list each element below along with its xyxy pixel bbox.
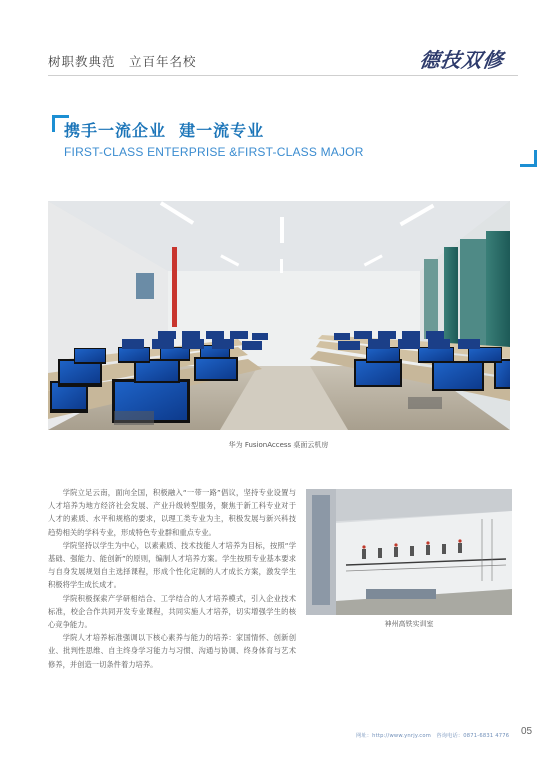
header-slogan: 树职教典范 立百年名校 <box>48 54 197 69</box>
main-photo-caption: 华为 FusionAccess 桌面云机房 <box>228 441 329 449</box>
section-title <box>64 118 364 159</box>
header-divider <box>48 75 518 76</box>
body-text <box>48 486 296 671</box>
paragraph: 学院积极探索产学研相结合、工学结合的人才培养模式，引入企业技术标准，校企合作共同开发专业课程，共同实施人才培养，切实增强学生的核心竞争能力。 <box>48 593 296 630</box>
side-photo-caption: 神州高铁实训室 <box>384 620 434 628</box>
page-number: 05 <box>521 726 533 737</box>
railway-training-room-photo <box>306 489 512 615</box>
paragraph: 学院人才培养标准强调以下核心素养与能力的培养：家国情怀、创新创业、批判性思维、自主终身学习能力与习惯、沟通与协调、终身体育与艺术修养，并创造一切条件着力培养。 <box>48 633 296 669</box>
paragraph: 学院立足云南，面向全国，积极融入“一带一路”倡议，坚持专业设置与人才培养为地方经济社会发展、产业升级转型服务，聚焦于新工科专业对于人才的素质、水平和规格的要求，以理工类专业为主，积极发展与新兴科技趋势相关的学科专业，形成特色专业群和重点专业。 <box>48 488 296 537</box>
title-corner-bracket-bottom-right <box>520 150 537 167</box>
footer-contact: 网址：http://www.ynrjy.com 咨询电话：0871-6831 4776 <box>356 733 510 739</box>
computer-lab-photo <box>48 201 510 430</box>
calligraphy-logo: 德技双修 <box>418 48 506 72</box>
paragraph: 学院坚持以学生为中心，以素素质、技术技能人才培养为目标，按照“学基础、强能力、能创新”的原则，编制人才培养方案。学生按照专业基本要求与自身发展规划自主选择课程，形成个性化定制的人才成长方案，激发学生积极将学生成长成才。 <box>48 540 296 590</box>
section-title-cn: 携手一流企业 建一流专业 <box>64 121 265 140</box>
section-title-en: FIRST-CLASS ENTERPRISE &FIRST-CLASS MAJOR <box>64 145 364 159</box>
